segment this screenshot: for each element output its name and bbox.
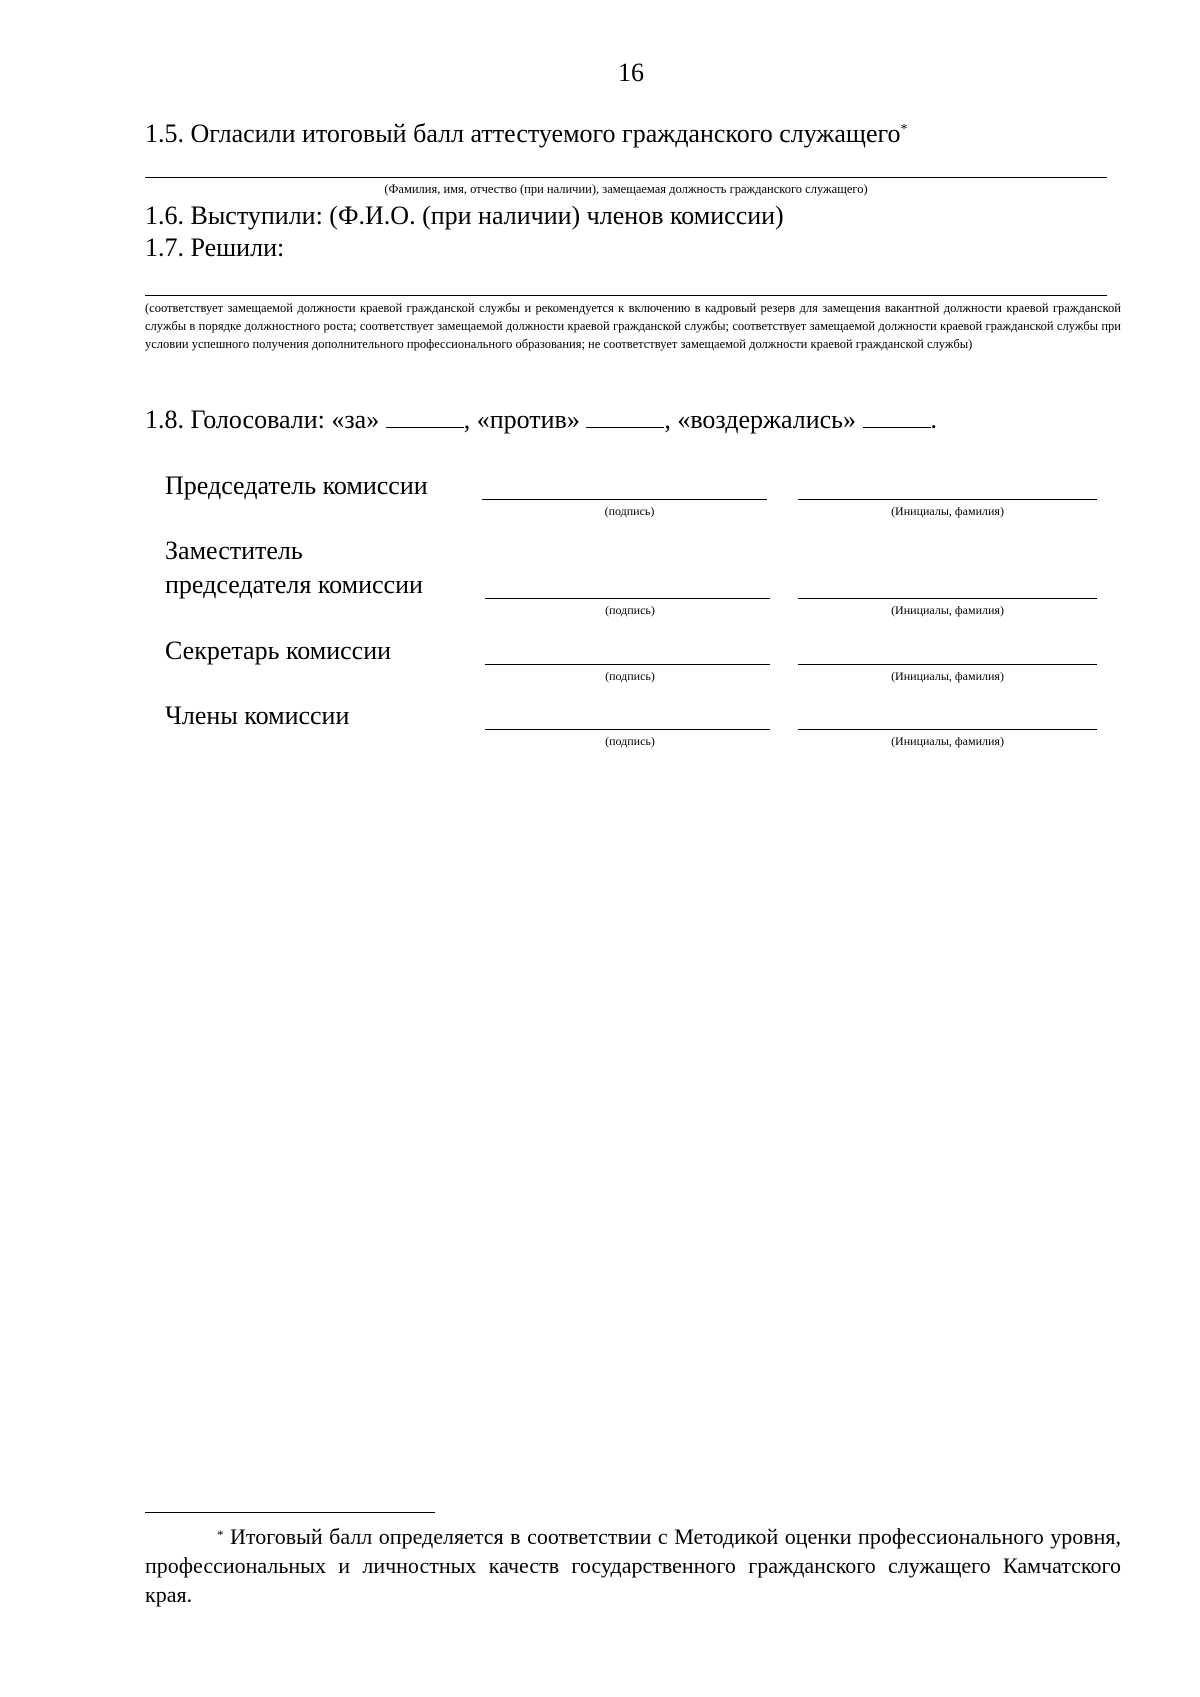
footnote-reference: * — [900, 122, 908, 137]
vote-against-label: , «против» — [463, 405, 580, 434]
vote-abstained-label: , «воздержались» — [664, 405, 857, 434]
secretary-signature-caption: (подпись) — [605, 669, 655, 683]
members-signature-caption: (подпись) — [605, 734, 655, 748]
members-signature-line — [485, 729, 770, 730]
vote-abstained-blank — [863, 405, 931, 428]
item-1-6: 1.6. Выступили: (Ф.И.О. (при наличии) членов комиссии) — [145, 201, 784, 230]
deputy-chairman-name-line — [798, 598, 1097, 599]
secretary-name-line — [798, 664, 1097, 665]
deputy-chairman-name-caption: (Инициалы, фамилия) — [891, 603, 1004, 617]
deputy-chairman-label-line1: Заместитель — [165, 536, 303, 565]
footnote — [145, 1522, 1121, 1609]
chairman-signature-caption: (подпись) — [604, 504, 655, 518]
chairman-name-line — [798, 499, 1097, 500]
name-position-caption: (Фамилия, имя, отчество (при наличии), замещаемая должность гражданского служащего) — [384, 182, 868, 196]
page-number: 16 — [618, 58, 644, 87]
secretary-label: Секретарь комиссии — [165, 636, 392, 665]
vote-for-label: «за» — [331, 405, 380, 434]
item-1-8 — [145, 404, 937, 436]
item-1-7: 1.7. Решили: — [145, 233, 285, 262]
name-position-line — [145, 177, 1107, 178]
members-name-caption: (Инициалы, фамилия) — [891, 734, 1004, 748]
item-1-5 — [145, 118, 908, 150]
footnote-marker: * — [217, 1527, 224, 1542]
item-1-5-text: 1.5. Огласили итоговый балл аттестуемого гражданского служащего — [145, 119, 901, 148]
secretary-name-caption: (Инициалы, фамилия) — [891, 669, 1004, 683]
secretary-signature-line — [485, 664, 770, 665]
vote-end: . — [930, 405, 938, 434]
vote-for-blank — [386, 405, 464, 428]
deputy-chairman-label-line2: председателя комиссии — [165, 570, 423, 599]
chairman-name-caption: (Инициалы, фамилия) — [891, 504, 1004, 518]
footnote-separator — [145, 1512, 435, 1513]
vote-against-blank — [586, 405, 664, 428]
decision-caption: (соответствует замещаемой должности краевой гражданской службы и рекомендуется к включению в кадровый резерв для замещения вакантной должности краевой гражданской службы в порядке должностного роста; соответствует замещаемой должности краевой гражданской службы; соответствует замещаемой должности краевой гражданской службы при условии успешного получения дополнительного профессионального образования; не соответствует замещаемой должности краевой гражданской службы) — [145, 301, 1121, 351]
vote-label: 1.8. Голосовали: — [145, 405, 325, 434]
members-label: Члены комиссии — [165, 701, 350, 730]
deputy-chairman-signature-line — [485, 598, 770, 599]
footnote-text: Итоговый балл определяется в соответствии с Методикой оценки профессионального уровня, профессиональных и личностных качеств государственного гражданского служащего Камчатского края. — [145, 1524, 1121, 1607]
deputy-chairman-signature-caption: (подпись) — [605, 603, 655, 617]
chairman-label: Председатель комиссии — [165, 471, 428, 500]
members-name-line — [798, 729, 1097, 730]
decision-line — [145, 295, 1107, 296]
chairman-signature-line — [482, 499, 767, 500]
